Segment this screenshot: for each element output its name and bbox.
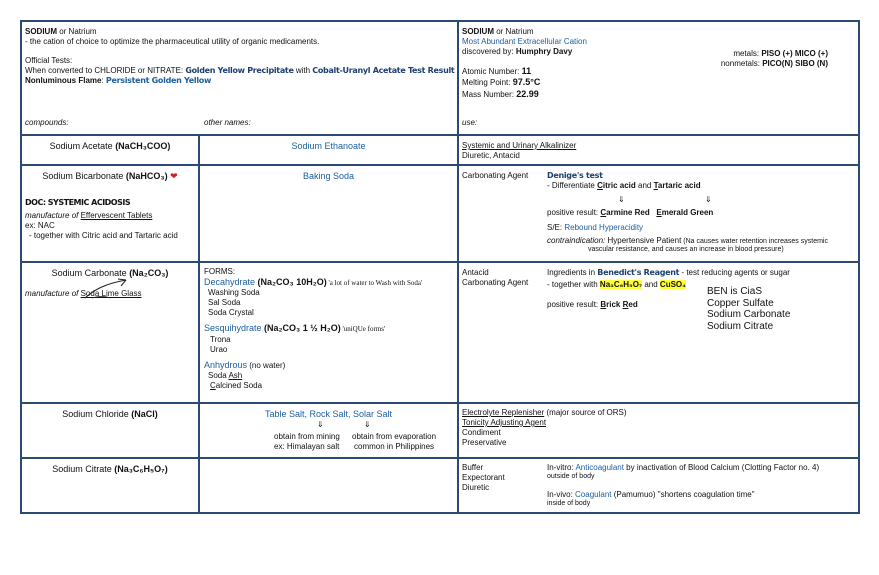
deca-name-2: Sal Soda [208,298,241,308]
deca-label: Decahydrate [204,277,258,287]
acetate-use-1: Systemic and Urinary Alkalinizer [462,141,577,150]
diff-and: and [635,181,654,190]
together-f2: CuSO₄ [659,280,686,289]
col-compounds: compounds: [25,118,69,127]
discovered-label: discovered by: [462,47,516,56]
col-use: use: [462,118,478,127]
chloride-name [22,409,198,420]
ben-line-2: Copper Sulfate [707,297,774,309]
heart-icon: ❤ [170,171,178,181]
divider [20,164,860,166]
chloride-origin-2 [352,432,436,452]
origin-1a: obtain from mining [274,432,340,441]
invitro-label: In-vitro: [547,463,576,472]
divider [20,134,860,136]
sesqui-name-2: Urao [210,344,228,354]
bicarb-name [22,171,198,182]
benedict-positive: positive result: [547,300,601,309]
acetate-use [462,141,852,161]
anhyd-name-1-prefix: Soda [208,370,229,380]
mass-label: Mass Number: [462,89,517,99]
tests-with: with [293,66,313,75]
ben-mnemonic [707,286,790,332]
brick-b: B [600,300,607,309]
benedict-block [547,268,857,290]
side-effect [547,223,643,233]
bicarb-name-text: Sodium Bicarbonate [42,171,126,181]
invivo-value: Coagulant [575,489,612,499]
acetate-use-2: Diuretic, Antacid [462,151,520,160]
bicarb-use: Carbonating Agent [462,171,529,180]
denige-block [547,171,857,191]
chloride-use [462,408,852,448]
contra-note-2: vascular resistance, and causes an increase in blood pressure) [588,246,784,253]
sesqui-name-1: Trona [210,334,231,344]
nonmetals-value: PICO(N) SIBO (N) [762,59,828,68]
bicarb-other: Baking Soda [302,171,355,181]
invivo-rest: (Pamumuo) "shortens coagulation time" [611,489,755,499]
acetate-formula: (NaCH₃COO) [115,141,171,151]
together-f1: Na₃C₆H₅O₇ [599,280,643,289]
page-title-rest: or Natrium [57,27,97,36]
arrow-down-icon: ⇓ [364,420,371,429]
deca-name-1: Washing Soda [208,288,260,298]
bicarb-ex: ex: NAC [25,221,55,230]
discovered-value: Humphry Davy [515,47,573,56]
arrow-down-icon: ⇓ [317,420,324,429]
metals-value: PISO (+) MICO (+) [761,49,828,58]
arrow-down-icon: ⇓ [618,195,625,204]
melting-label: Melting Point: [462,78,513,88]
anhyd-label: Anhydrous [204,359,248,370]
atomic-value: 11 [521,66,532,76]
bicarb-together: - together with Citric acid and Tartaric acid [29,231,178,240]
carbonate-manufacture-label: manufacture of [25,289,81,298]
denige-result [547,208,713,218]
divider [20,261,860,263]
right-title-rest: or Natrium [494,27,534,36]
diff-prefix: - Differentiate [547,181,598,190]
sesqui-label: Sesquihydrate [204,323,265,334]
page-title: SODIUM [25,27,57,36]
citric-rest: itric acid [602,181,636,190]
se-label: S/E: [547,223,565,232]
acetate-name-text: Sodium Acetate [49,141,116,151]
divider [20,457,860,459]
benedict-name: Benedict's Reagent [597,268,680,277]
abundant-cation: Most Abundant Extracellular Cation [462,37,587,46]
chloride-use-1-rest: (major source of ORS) [544,408,627,417]
anhyd-name-2-rest: alcined Soda [215,380,263,390]
carbonate-use-2: Carbonating Agent [462,278,529,287]
invitro-note: outside of body [547,473,595,480]
metals-label: metals: [733,49,762,58]
chloride-origin-1 [274,432,340,452]
ben-line-3: Sodium Carbonate [707,309,791,320]
together-and: and [642,280,660,289]
bicarb-doc: DOC: SYSTEMIC ACIDOSIS [25,198,131,207]
polarity-block [680,49,828,69]
invitro-rest: by inactivation of Blood Calcium (Clotting Factor no. 4) [623,463,820,472]
citrate-use-2: Expectorant [462,473,505,482]
denige-positive: positive result: [547,208,601,217]
citrate-use-1: Buffer [462,463,484,472]
emerald-e: E [656,208,662,217]
contra-note-1: (Na causes water retention increases systemic [681,238,828,245]
forms-label: FORMS: [204,267,236,276]
benedict-prefix: Ingredients in [547,268,598,277]
together-prefix: - together with [547,280,600,289]
chloride-formula: (NaCl) [131,409,158,419]
deca-name-3: Soda Crystal [208,308,254,318]
origin-2b: common in Philippines [354,442,435,451]
official-tests-label: Official Tests: [25,56,73,65]
carbonate-use-1: Antacid [462,268,489,277]
citric-c: C [597,181,603,190]
chloride-use-3: Condiment [462,428,501,437]
tests-prefix: When converted to CHLORIDE or NITRATE: [25,66,186,75]
carmine-c: C [600,208,607,217]
subtitle: - the cation of choice to optimize the pharmaceutical utility of organic medicaments. [25,37,320,46]
deca-formula: (Na₂CO₃ 10H₂O) [257,277,327,287]
bicarb-manufacture-label: manufacture of [25,211,81,220]
acetate-name [22,141,198,152]
right-title: SODIUM [462,27,494,36]
chloride-name-text: Sodium Chloride [62,409,132,419]
carbonate-formula: (Na₂CO₃) [129,268,169,278]
divider [457,20,459,514]
chloride-use-4: Preservative [462,438,507,447]
tests-precipitate: Golden Yellow Precipitate [185,66,294,75]
contra-value: Hypertensive Patient [607,236,682,245]
anhyd-name-2-u: C [210,380,216,390]
carmine-rest: armine Red [606,208,650,217]
citrate-use [462,463,505,493]
scribble-arrow-icon [82,276,132,302]
citrate-use-3: Diuretic [462,483,490,492]
bicarb-details [25,198,197,241]
sesqui-formula: (Na₂CO₃ 1 ½ H₂O) [264,323,341,334]
carbonate-manufacture-value: Soda Lime Glass [80,289,142,298]
sesqui-note: 'uniQUe forms' [340,325,386,334]
citrate-formula: (Na₃C₆H₅O₇) [114,464,168,474]
bicarb-formula: (NaHCO₃) [125,171,168,181]
chloride-use-2: Tonicity Adjusting Agent [462,418,547,427]
melting-value: 97.5°C [512,77,541,88]
contra-label: contraindication: [547,236,608,245]
citrate-name-text: Sodium Citrate [52,464,115,474]
citrate-action [547,463,857,509]
bicarb-manufacture-value: Effervescent Tablets [80,211,153,220]
flame-value: Persistent Golden Yellow [105,76,212,85]
header-left [25,27,455,86]
invivo-note: inside of body [547,499,591,507]
acetate-other: Sodium Ethanoate [291,141,366,151]
origin-2a: obtain from evaporation [352,432,437,441]
nonmetals-label: nonmetals: [720,59,763,68]
tart-t: T [653,181,658,190]
mass-value: 22.99 [516,88,539,99]
ben-line-1: BEN is CiaS [707,286,763,297]
chloride-use-1: Electrolyte Replenisher [462,408,545,417]
anhyd-name-1-u: Ash [228,370,243,380]
invitro-value: Anticoagulant [575,463,624,472]
denige-title: Denige's test [547,171,603,180]
chloride-other: Table Salt, Rock Salt, Solar Salt [264,409,393,419]
tart-rest: artaric acid [657,181,701,190]
arrow-down-icon: ⇓ [705,195,712,204]
divider [20,402,860,404]
flame-label: Nonluminous Flame [25,76,102,85]
invivo-label: In-vivo: [547,489,576,499]
emerald-rest: merald Green [661,208,714,217]
flame-sep: : [101,76,106,85]
origin-1b: ex: Himalayan salt [274,442,340,451]
carbonate-forms [204,267,456,391]
citrate-name [22,464,198,475]
carbonate-use [462,268,528,288]
deca-note: 'a lot of water to Wash with Soda' [326,279,423,287]
anhyd-note: (no water) [247,360,286,370]
atomic-label: Atomic Number: [462,67,522,76]
tests-reagent: Cobalt-Uranyl Acetate Test Result [312,66,455,75]
brick-rest: rick [606,300,623,309]
red-rest: ed [628,300,638,309]
red-r: R [622,300,629,309]
col-other-names: other names: [204,118,251,127]
ben-line-4: Sodium Citrate [707,320,774,332]
benedict-rest: - test reducing agents or sugar [679,268,790,277]
se-value: Rebound Hyperacidity [564,223,644,232]
carbonate-name-text: Sodium Carbonate [51,268,130,278]
benedict-result [547,300,638,310]
